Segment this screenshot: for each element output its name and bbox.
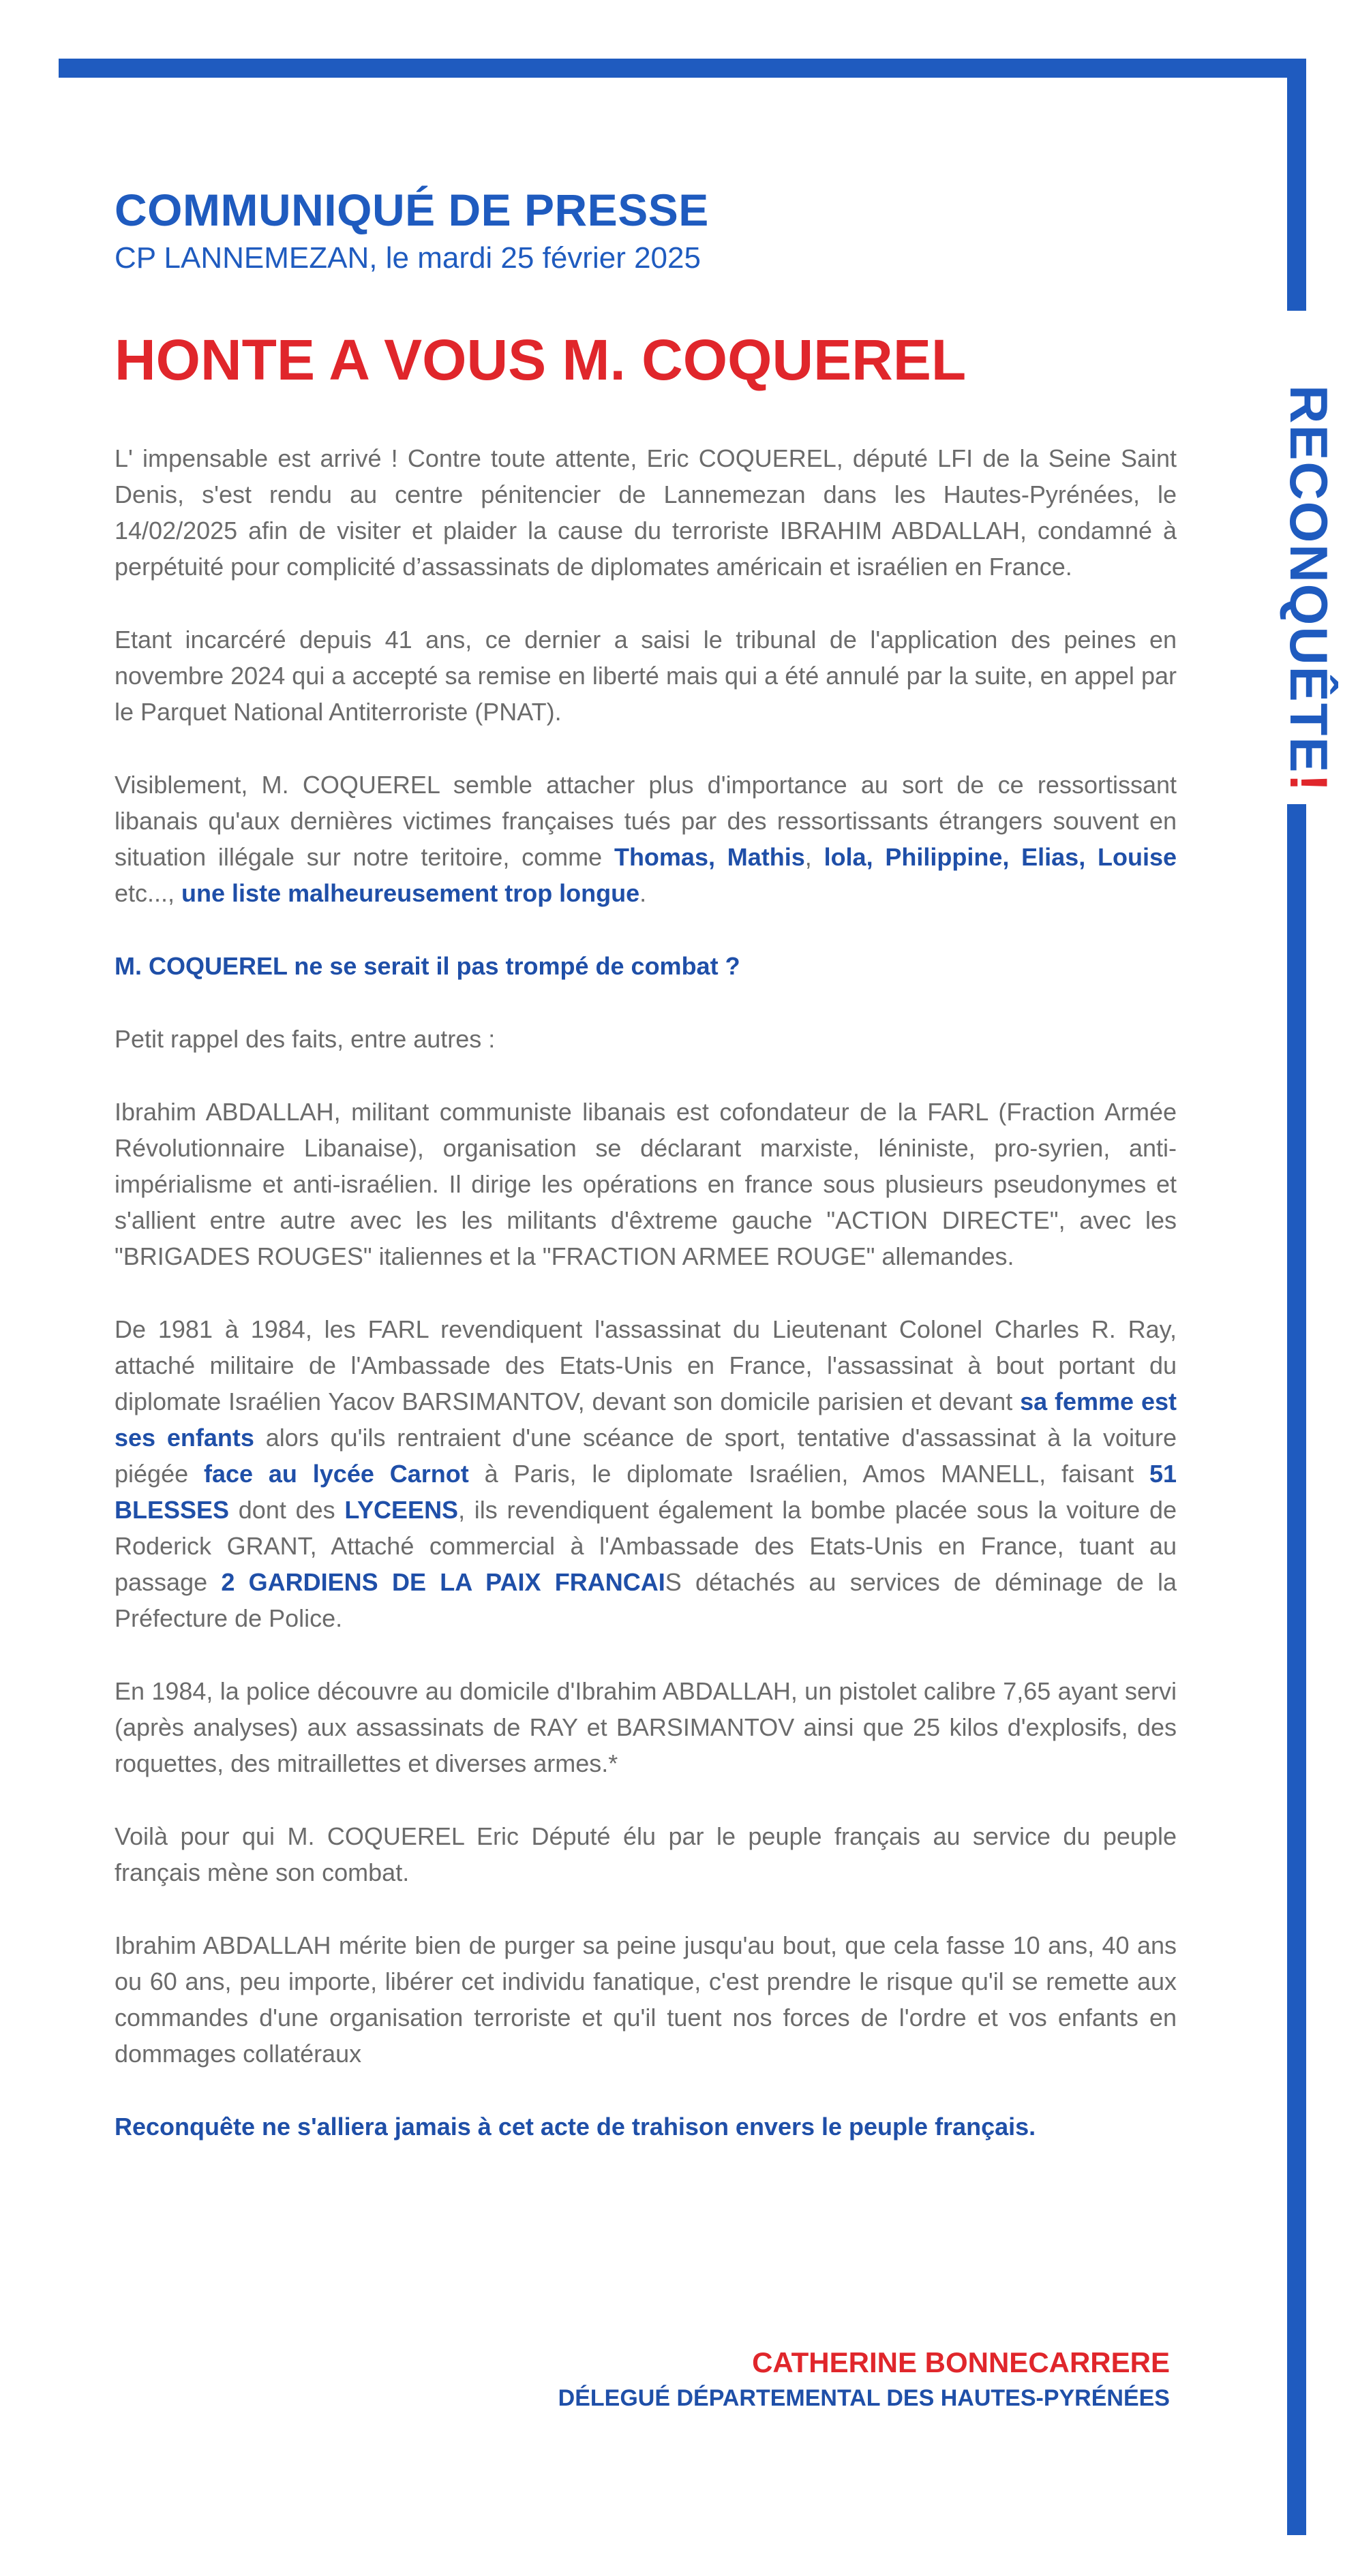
text-run: alors qu'ils rentraient d'une scéance de sport, tentative d'assassinat à la voiture piégée [115,1424,1177,1488]
highlight-51-blesses: 51 BLESSES [115,1460,1177,1524]
text-run: etc..., [115,879,182,907]
brand-exclamation: ! [1279,773,1339,793]
paragraph-sentence: Ibrahim ABDALLAH mérite bien de purger sa peine jusqu'au bout, que cela fasse 10 ans, 40 ans ou 60 ans, peu importe, libérer cet individu fanatique, c'est prendre le risque qu'il se remette aux commandes d'une organisation terroriste et qu'il tuent nos forces de l'ordre et vos enfants en dommages collatéraux [115,1931,1177,2068]
highlight-gardiens: 2 GARDIENS DE LA PAIX FRANCAI [221,1568,665,1596]
highlight-lycee-carnot: face au lycée Carnot [203,1460,469,1488]
text-run: Visiblement, M. COQUEREL semble attacher plus d'importance au sort de ce ressortissant libanais qu'aux dernières victimes françaises tués par des ressortissants étrangers souvent en situation illégale sur notre teritoire, comme [115,771,1177,871]
paragraph-reminder: Petit rappel des faits, entre autres : [115,1025,496,1053]
text-run: De 1981 à 1984, les FARL revendiquent l'assassinat du Lieutenant Colonel Charles R. Ray, attaché militaire de l'Ambassade des Etats-Unis en France, l'assassinat à bout portant du diplomate Israélien Yacov BARSIMANTOV, devant son domicile parisien et devant [115,1315,1177,1415]
headline: HONTE A VOUS M. COQUEREL [115,328,967,392]
signature-block [558,2344,1170,2415]
text-run: dont des [229,1496,345,1524]
brand-wordmark: RECONQUÊTE [1279,385,1339,774]
text-run: S détachés au services de déminage de la Préfecture de Police. [115,1568,1177,1632]
closing-statement: Reconquête ne s'alliera jamais à cet acte de trahison envers le peuple français. [115,2113,1036,2141]
text-run: . [639,879,647,907]
text-run: , ils revendiquent également la bombe placée sous la voiture de Roderick GRANT, Attaché commercial à l'Ambassade des Etats-Unis en France, tuant au passage [115,1496,1177,1596]
paragraph-incarceration: Etant incarcéré depuis 41 ans, ce dernier a saisi le tribunal de l'application des peines en novembre 2024 qui a accepté sa remise en liberté mais qui a été annulé par la suite, en appel par le Parquet National Antiterroriste (PNAT). [115,626,1177,726]
paragraph-victims [115,767,1177,911]
paragraph-profile: Ibrahim ABDALLAH, militant communiste libanais est cofondateur de la FARL (Fraction Armée Révolutionnaire Libanaise), organisation se déclarant marxiste, léniniste, pro-syrien, anti-impérialisme et anti-israélien. Il dirige les opérations en france sous plusieurs pseudonymes et s'allient entre autre avec les les militants d'êxtreme gauche "ACTION DIRECTE", avec les "BRIGADES ROUGES" italiennes et la "FRACTION ARMEE ROUGE" allemandes. [115,1098,1177,1270]
frame-top-bar [59,59,1306,78]
frame-right-bar-lower [1287,804,1306,2535]
signatory-role: DÉLEGUÉ DÉPARTEMENTAL DES HAUTES-PYRÉNÉES [558,2385,1170,2411]
document-type: COMMUNIQUÉ DE PRESSE [115,185,709,235]
frame-right-bar-upper [1287,59,1306,311]
press-release-content [115,184,1177,2181]
paragraph-1984-discovery: En 1984, la police découvre au domicile d'Ibrahim ABDALLAH, un pistolet calibre 7,65 ayant servi (après analyses) aux assassinats de RAY et BARSIMANTOV ainsi que 25 kilos d'explosifs, des roquettes, des mitraillettes et diverses armes.* [115,1677,1177,1777]
paragraph-intro: L' impensable est arrivé ! Contre toute attente, Eric COQUEREL, député LFI de la Seine Saint Denis, s'est rendu au centre pénitencier de Lannemezan dans les Hautes-Pyrénées, le 14/02/2025 afin de visiter et plaider la cause du terroriste IBRAHIM ABDALLAH, condamné à perpétuité pour complicité d’assassinats de diplomates américain et israélien en France. [115,444,1177,581]
highlight-long-list: une liste malheureusement trop longue [181,879,640,907]
highlight-wife-children: sa femme est ses enfants [115,1387,1177,1452]
highlight-victim-names-2: lola, Philippine, Elias, Louise [824,843,1177,871]
question-line: M. COQUEREL ne se serait il pas trompé de combat ? [115,952,740,980]
brand-logo [1279,385,1339,793]
paragraph-voila: Voilà pour qui M. COQUEREL Eric Député élu par le peuple français au service du peuple français mène son combat. [115,1822,1177,1886]
dateline: CP LANNEMEZAN, le mardi 25 février 2025 [115,241,701,275]
signatory-name: CATHERINE BONNECARRERE [752,2346,1170,2378]
paragraph-attacks [115,1311,1177,1636]
highlight-lyceens: LYCEENS [344,1496,459,1524]
text-run: , [804,843,824,871]
highlight-victim-names-1: Thomas, Mathis [614,843,805,871]
text-run: à Paris, le diplomate Israélien, Amos MANELL, faisant [468,1460,1149,1488]
